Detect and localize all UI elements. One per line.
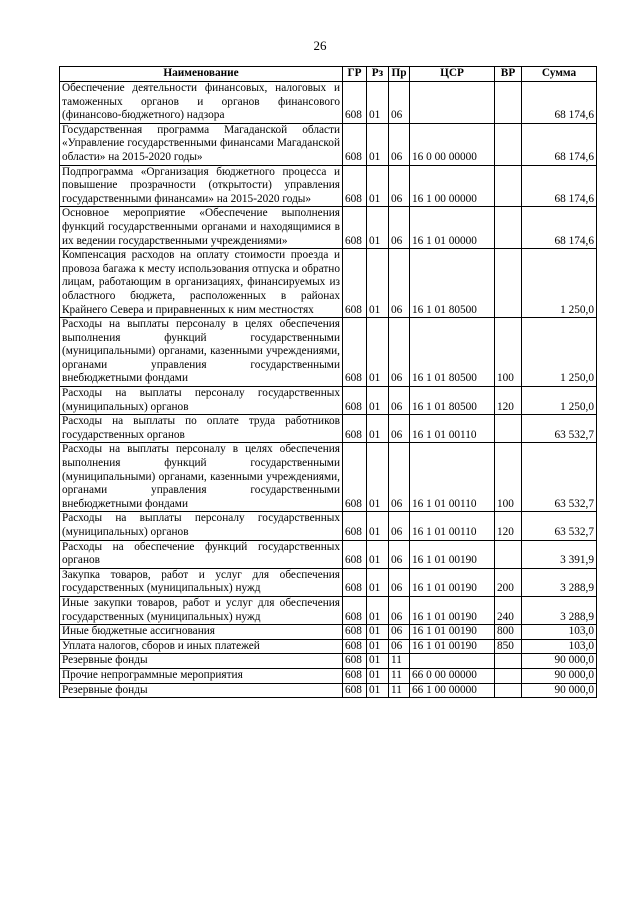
row-name: Расходы на выплаты персоналу в целях обеспечения выполнения функций государственными (муниципальными) органами, казенными учреждениями, органами управления государственными внебюджетными фондами (60, 443, 343, 512)
row-vr: 120 (495, 512, 522, 540)
row-vr (495, 540, 522, 568)
row-rz: 01 (367, 654, 389, 669)
header-rz: Рз (367, 67, 389, 82)
row-name: Компенсация расходов на оплату стоимости проезда и провоза багажа к месту использования отпуска и обратно лицам, работающим в организациях, финансируемых из областного бюджета, расположенных в районах Крайнего Севера и приравненных к ним местностях (60, 249, 343, 318)
row-csr: 16 1 01 00110 (410, 443, 495, 512)
table-row (60, 540, 597, 568)
row-csr: 16 1 01 80500 (410, 249, 495, 318)
header-vr: ВР (495, 67, 522, 82)
row-sum: 3 391,9 (522, 540, 597, 568)
row-gr: 608 (343, 683, 367, 698)
header-sum: Сумма (522, 67, 597, 82)
row-name: Расходы на обеспечение функций государственных органов (60, 540, 343, 568)
row-name: Расходы на выплаты персоналу в целях обеспечения выполнения функций государственными (муниципальными) органами, казенными учреждениями, органами управления государственными внебюджетными фондами (60, 318, 343, 387)
table-row (60, 318, 597, 387)
row-pr: 06 (389, 512, 410, 540)
row-vr: 240 (495, 596, 522, 624)
row-rz: 01 (367, 540, 389, 568)
row-csr: 16 1 01 00110 (410, 415, 495, 443)
row-vr (495, 683, 522, 698)
row-sum: 103,0 (522, 625, 597, 640)
row-gr: 608 (343, 625, 367, 640)
row-csr: 16 1 01 80500 (410, 318, 495, 387)
row-name: Расходы на выплаты по оплате труда работников государственных органов (60, 415, 343, 443)
row-vr: 200 (495, 568, 522, 596)
row-vr: 120 (495, 387, 522, 415)
row-pr: 06 (389, 639, 410, 654)
row-rz: 01 (367, 639, 389, 654)
row-name: Закупка товаров, работ и услуг для обеспечения государственных (муниципальных) нужд (60, 568, 343, 596)
row-csr: 16 1 00 00000 (410, 165, 495, 207)
row-sum: 68 174,6 (522, 82, 597, 124)
row-csr: 16 1 01 00110 (410, 512, 495, 540)
row-sum: 68 174,6 (522, 207, 597, 249)
header-csr: ЦСР (410, 67, 495, 82)
row-vr (495, 249, 522, 318)
row-pr: 06 (389, 123, 410, 165)
row-pr: 06 (389, 596, 410, 624)
row-rz: 01 (367, 318, 389, 387)
row-sum: 1 250,0 (522, 318, 597, 387)
row-pr: 06 (389, 625, 410, 640)
row-pr: 06 (389, 568, 410, 596)
row-sum: 3 288,9 (522, 568, 597, 596)
row-name: Основное мероприятие «Обеспечение выполнения функций государственными органами и находящимися в их ведении государственными учреждениями» (60, 207, 343, 249)
row-gr: 608 (343, 568, 367, 596)
row-vr (495, 165, 522, 207)
row-sum: 63 532,7 (522, 512, 597, 540)
budget-table (59, 66, 597, 698)
table-row (60, 443, 597, 512)
row-gr: 608 (343, 540, 367, 568)
row-csr: 16 1 01 00190 (410, 540, 495, 568)
table-row (60, 639, 597, 654)
row-rz: 01 (367, 207, 389, 249)
row-pr: 06 (389, 540, 410, 568)
row-csr: 16 1 01 00000 (410, 207, 495, 249)
row-gr: 608 (343, 123, 367, 165)
row-pr: 06 (389, 443, 410, 512)
row-rz: 01 (367, 668, 389, 683)
row-rz: 01 (367, 82, 389, 124)
row-sum: 90 000,0 (522, 683, 597, 698)
header-pr: Пр (389, 67, 410, 82)
row-name: Резервные фонды (60, 683, 343, 698)
row-sum: 68 174,6 (522, 123, 597, 165)
table-row (60, 415, 597, 443)
table-row (60, 668, 597, 683)
row-sum: 3 288,9 (522, 596, 597, 624)
row-rz: 01 (367, 683, 389, 698)
row-rz: 01 (367, 568, 389, 596)
row-sum: 63 532,7 (522, 443, 597, 512)
table-row (60, 596, 597, 624)
row-csr: 66 1 00 00000 (410, 683, 495, 698)
row-vr (495, 654, 522, 669)
row-csr: 16 1 01 00190 (410, 639, 495, 654)
row-name: Иные бюджетные ассигнования (60, 625, 343, 640)
row-name: Расходы на выплаты персоналу государственных (муниципальных) органов (60, 387, 343, 415)
row-rz: 01 (367, 165, 389, 207)
row-name: Государственная программа Магаданской области «Управление государственными финансами Магаданской области» на 2015-2020 годы» (60, 123, 343, 165)
row-gr: 608 (343, 415, 367, 443)
row-csr: 16 1 01 00190 (410, 568, 495, 596)
row-name: Подпрограмма «Организация бюджетного процесса и повышение прозрачности (открытости) управления государственными финансами» на 2015-2020 годы» (60, 165, 343, 207)
row-name: Уплата налогов, сборов и иных платежей (60, 639, 343, 654)
row-pr: 06 (389, 318, 410, 387)
row-name: Обеспечение деятельности финансовых, налоговых и таможенных органов и органов финансового (финансово-бюджетного) надзора (60, 82, 343, 124)
row-vr (495, 207, 522, 249)
row-rz: 01 (367, 123, 389, 165)
row-sum: 1 250,0 (522, 249, 597, 318)
row-gr: 608 (343, 443, 367, 512)
row-csr: 16 1 01 00190 (410, 625, 495, 640)
row-vr: 100 (495, 318, 522, 387)
row-vr: 100 (495, 443, 522, 512)
row-pr: 06 (389, 387, 410, 415)
row-gr: 608 (343, 512, 367, 540)
row-gr: 608 (343, 639, 367, 654)
row-vr (495, 415, 522, 443)
row-csr (410, 654, 495, 669)
row-gr: 608 (343, 654, 367, 669)
row-csr: 16 0 00 00000 (410, 123, 495, 165)
row-rz: 01 (367, 512, 389, 540)
row-pr: 06 (389, 207, 410, 249)
row-rz: 01 (367, 387, 389, 415)
row-pr: 06 (389, 249, 410, 318)
row-rz: 01 (367, 596, 389, 624)
row-vr (495, 123, 522, 165)
table-row (60, 123, 597, 165)
row-sum: 103,0 (522, 639, 597, 654)
row-gr: 608 (343, 82, 367, 124)
row-csr: 66 0 00 00000 (410, 668, 495, 683)
page-number: 26 (313, 38, 327, 53)
row-gr: 608 (343, 165, 367, 207)
row-csr: 16 1 01 80500 (410, 387, 495, 415)
table-row (60, 387, 597, 415)
row-pr: 06 (389, 82, 410, 124)
table-row (60, 568, 597, 596)
header-name: Наименование (60, 67, 343, 82)
header-gr: ГР (343, 67, 367, 82)
row-rz: 01 (367, 625, 389, 640)
table-row (60, 683, 597, 698)
row-pr: 11 (389, 668, 410, 683)
row-sum: 1 250,0 (522, 387, 597, 415)
row-name: Расходы на выплаты персоналу государственных (муниципальных) органов (60, 512, 343, 540)
row-rz: 01 (367, 415, 389, 443)
row-gr: 608 (343, 596, 367, 624)
table-row (60, 512, 597, 540)
table-row (60, 249, 597, 318)
table-row (60, 165, 597, 207)
row-vr (495, 82, 522, 124)
table-row (60, 82, 597, 124)
table-row (60, 207, 597, 249)
row-gr: 608 (343, 318, 367, 387)
row-pr: 06 (389, 415, 410, 443)
row-name: Резервные фонды (60, 654, 343, 669)
row-pr: 11 (389, 654, 410, 669)
row-gr: 608 (343, 387, 367, 415)
row-vr (495, 668, 522, 683)
row-sum: 63 532,7 (522, 415, 597, 443)
row-gr: 608 (343, 668, 367, 683)
row-pr: 11 (389, 683, 410, 698)
row-csr: 16 1 01 00190 (410, 596, 495, 624)
row-pr: 06 (389, 165, 410, 207)
row-csr (410, 82, 495, 124)
row-vr: 800 (495, 625, 522, 640)
row-sum: 68 174,6 (522, 165, 597, 207)
row-gr: 608 (343, 249, 367, 318)
row-gr: 608 (343, 207, 367, 249)
table-row (60, 625, 597, 640)
row-sum: 90 000,0 (522, 654, 597, 669)
row-vr: 850 (495, 639, 522, 654)
row-rz: 01 (367, 249, 389, 318)
row-name: Прочие непрограммные мероприятия (60, 668, 343, 683)
row-name: Иные закупки товаров, работ и услуг для обеспечения государственных (муниципальных) нужд (60, 596, 343, 624)
table-row (60, 654, 597, 669)
row-sum: 90 000,0 (522, 668, 597, 683)
header-row (60, 67, 597, 82)
row-rz: 01 (367, 443, 389, 512)
